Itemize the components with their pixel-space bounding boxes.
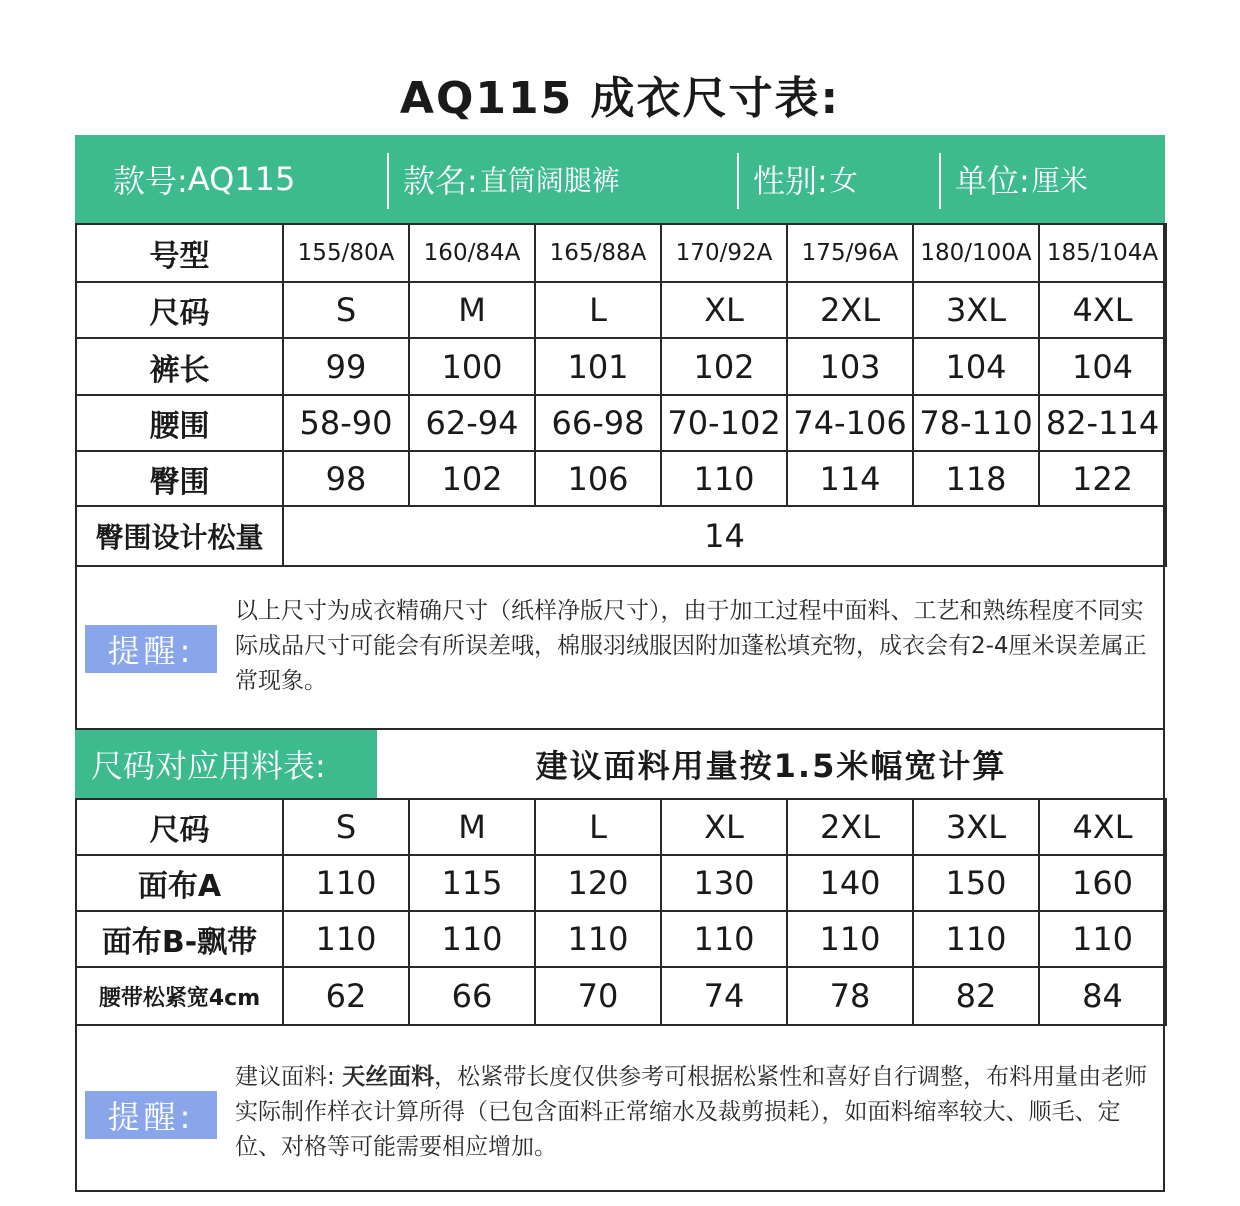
table-cell: 103 xyxy=(787,338,913,395)
reminder-badge: 提醒: xyxy=(85,625,217,673)
table-cell: 99 xyxy=(283,338,409,395)
table-cell: 70-102 xyxy=(661,395,787,451)
row-header: 腰带松紧宽4cm xyxy=(76,967,283,1025)
size-table-row xyxy=(76,451,1166,506)
table-cell: 106 xyxy=(535,451,661,506)
table-cell: 110 xyxy=(283,855,409,911)
table-cell: L xyxy=(535,282,661,338)
table-cell: 3XL xyxy=(913,799,1039,855)
row-header: 面布A xyxy=(76,855,283,911)
table-cell: 4XL xyxy=(1039,282,1166,338)
gender-cell xyxy=(737,135,939,223)
table-cell: 175/96A xyxy=(787,224,913,282)
table-cell: XL xyxy=(661,282,787,338)
fabric-suggestion-highlight: 天丝面料 xyxy=(342,1064,435,1090)
table-cell: XL xyxy=(661,799,787,855)
table-cell: 122 xyxy=(1039,451,1166,506)
table-cell: 78 xyxy=(787,967,913,1025)
unit-cell xyxy=(939,135,1165,223)
table-cell: 110 xyxy=(787,911,913,967)
table-cell: 155/80A xyxy=(283,224,409,282)
page-title: AQ115 成衣尺寸表: xyxy=(399,73,841,124)
table-cell: 2XL xyxy=(787,799,913,855)
size-table-row xyxy=(76,282,1166,338)
table-cell: 3XL xyxy=(913,282,1039,338)
style-no-value: AQ115 xyxy=(187,160,296,198)
table-cell: S xyxy=(283,799,409,855)
table-cell: M xyxy=(409,799,535,855)
table-cell: 120 xyxy=(535,855,661,911)
fabric-header xyxy=(75,728,1165,798)
style-name-cell xyxy=(387,135,737,223)
table-cell: 185/104A xyxy=(1039,224,1166,282)
fabric-table-row xyxy=(76,967,1166,1025)
table-cell: 140 xyxy=(787,855,913,911)
table-cell: 150 xyxy=(913,855,1039,911)
fabric-suggestion-text: ，松紧带长度仅供参考可根据松紧性和喜好自行调整，布料用量由老师实际制作样衣计算所得（已包含面料正常缩水及裁剪损耗），如面料缩率较大、顺毛、定位、对格等可能需要相应增加。 xyxy=(235,1064,1148,1160)
table-cell: 110 xyxy=(661,911,787,967)
table-cell: 58-90 xyxy=(283,395,409,451)
table-cell: 101 xyxy=(535,338,661,395)
fabric-table-tag: 尺码对应用料表: xyxy=(75,730,377,798)
table-cell: 115 xyxy=(409,855,535,911)
table-cell: 110 xyxy=(535,911,661,967)
row-header: 尺码 xyxy=(76,282,283,338)
gender-label: 性别: xyxy=(753,162,828,200)
size-table-row xyxy=(76,395,1166,451)
reminder-1 xyxy=(75,565,1165,728)
table-cell: 114 xyxy=(787,451,913,506)
fabric-suggestion-prefix: 建议面料: xyxy=(235,1064,343,1090)
table-cell: 78-110 xyxy=(913,395,1039,451)
ease-value: 14 xyxy=(283,506,1166,566)
gender-value: 女 xyxy=(829,164,858,197)
table-cell: 110 xyxy=(409,911,535,967)
table-cell: 66 xyxy=(409,967,535,1025)
table-cell: 82-114 xyxy=(1039,395,1166,451)
table-cell: 110 xyxy=(661,451,787,506)
fabric-table-row xyxy=(76,911,1166,967)
reminder-badge: 提醒: xyxy=(85,1091,217,1139)
size-table-row xyxy=(76,224,1166,282)
table-cell: 98 xyxy=(283,451,409,506)
style-name-value: 直筒阔腿裤 xyxy=(479,164,620,197)
table-cell: 62 xyxy=(283,967,409,1025)
style-no-label: 款号: xyxy=(113,162,188,200)
ease-row xyxy=(76,506,1166,566)
fabric-table-row xyxy=(76,855,1166,911)
table-cell: 66-98 xyxy=(535,395,661,451)
table-cell: 160 xyxy=(1039,855,1166,911)
table-cell: 165/88A xyxy=(535,224,661,282)
style-no-cell xyxy=(75,135,387,223)
reminder-text xyxy=(235,1060,1155,1165)
table-cell: S xyxy=(283,282,409,338)
table-cell: 62-94 xyxy=(409,395,535,451)
table-cell: 4XL xyxy=(1039,799,1166,855)
row-header: 裤长 xyxy=(76,338,283,395)
table-cell: 118 xyxy=(913,451,1039,506)
table-cell: 70 xyxy=(535,967,661,1025)
table-cell: 130 xyxy=(661,855,787,911)
table-cell: 102 xyxy=(409,451,535,506)
table-cell: 110 xyxy=(1039,911,1166,967)
fabric-table-row xyxy=(76,799,1166,855)
size-table xyxy=(75,223,1167,567)
ease-label: 臀围设计松量 xyxy=(76,506,283,566)
row-header: 腰围 xyxy=(76,395,283,451)
table-cell: 74 xyxy=(661,967,787,1025)
table-cell: 2XL xyxy=(787,282,913,338)
info-header xyxy=(75,135,1165,223)
table-cell: 110 xyxy=(913,911,1039,967)
row-header: 面布B-飘带 xyxy=(76,911,283,967)
table-cell: 104 xyxy=(913,338,1039,395)
size-table-row xyxy=(76,338,1166,395)
table-cell: 160/84A xyxy=(409,224,535,282)
reminder-2 xyxy=(75,1024,1165,1192)
fabric-subtitle: 建议面料用量按1.5米幅宽计算 xyxy=(535,747,1007,785)
table-cell: 180/100A xyxy=(913,224,1039,282)
unit-label: 单位: xyxy=(955,162,1030,200)
table-cell: 100 xyxy=(409,338,535,395)
table-cell: L xyxy=(535,799,661,855)
fabric-table xyxy=(75,798,1167,1026)
table-cell: 110 xyxy=(283,911,409,967)
table-cell: 170/92A xyxy=(661,224,787,282)
row-header: 臀围 xyxy=(76,451,283,506)
table-cell: 74-106 xyxy=(787,395,913,451)
style-name-label: 款名: xyxy=(403,162,478,200)
row-header: 尺码 xyxy=(76,799,283,855)
row-header: 号型 xyxy=(76,224,283,282)
table-cell: 84 xyxy=(1039,967,1166,1025)
table-cell: M xyxy=(409,282,535,338)
table-cell: 102 xyxy=(661,338,787,395)
table-cell: 104 xyxy=(1039,338,1166,395)
unit-value: 厘米 xyxy=(1031,164,1088,197)
reminder-text: 以上尺寸为成衣精确尺寸（纸样净版尺寸），由于加工过程中面料、工艺和熟练程度不同实际成品尺寸可能会有所误差哦，棉服羽绒服因附加蓬松填充物，成衣会有2-4厘米误差属正常现象。 xyxy=(235,598,1147,694)
table-cell: 82 xyxy=(913,967,1039,1025)
